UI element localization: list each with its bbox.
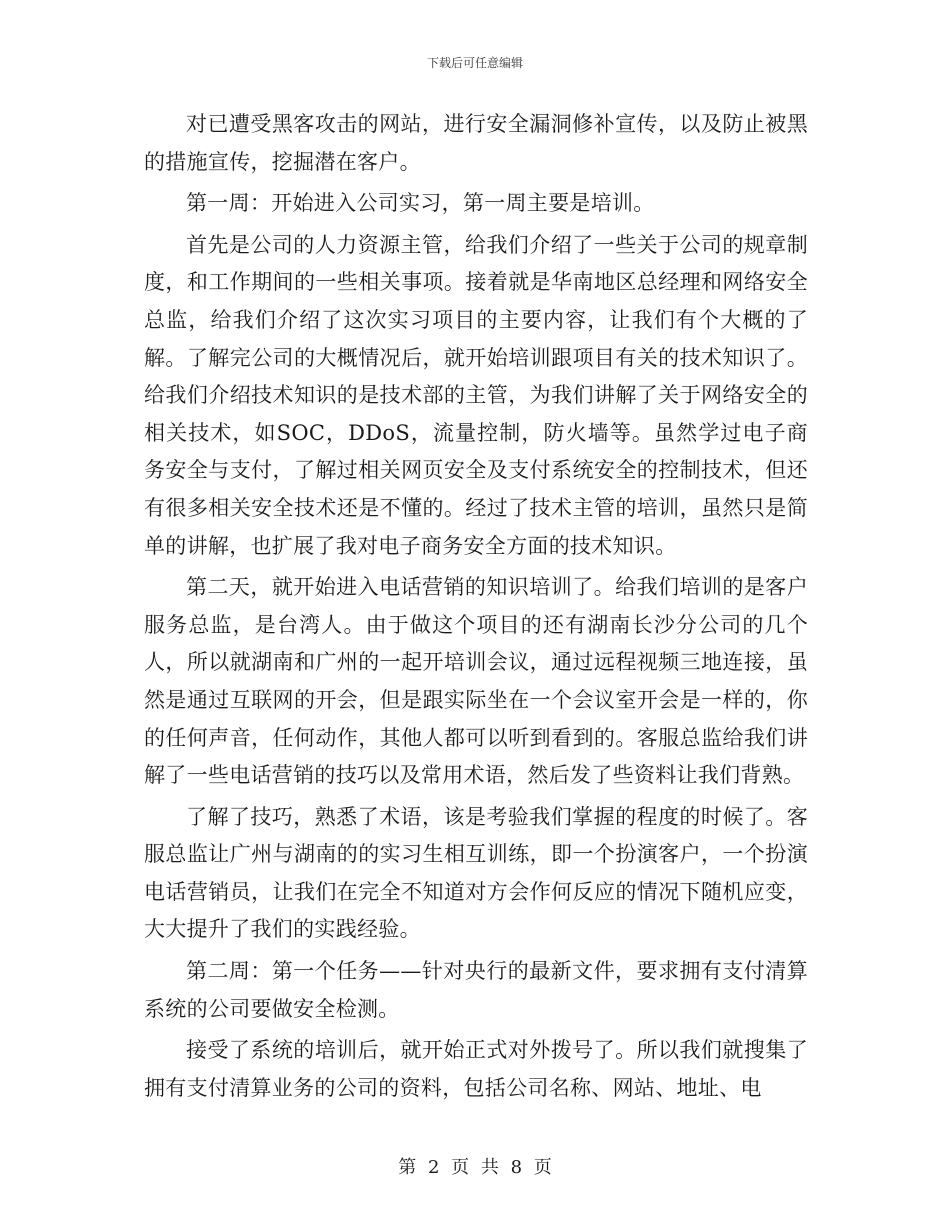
paragraph: 首先是公司的人力资源主管，给我们介绍了一些关于公司的规章制度，和工作期间的一些相关事项。接着就是华南地区总经理和网络安全总监，给我们介绍了这次实习项目的主要内容，让我们有个大概的了解。了解完公司的大概情况后，就开始培训跟项目有关的技术知识了。给我们介绍技术知识的是技术部的主管，为我们讲解了关于网络安全的相关技术，如SOC，DDoS，流量控制，防火墙等。虽然学过电子商务安全与支付，了解过相关网页安全及支付系统安全的控制技术，但还有很多相关安全技术还是不懂的。经过了技术主管的培训，虽然只是简单的讲解，也扩展了我对电子商务安全方面的技术知识。 — [144, 232, 808, 558]
document-body — [144, 106, 808, 1111]
page-number-footer: 第 2 页 共 8 页 — [398, 1157, 552, 1178]
paragraph: 第一周：开始进入公司实习，第一周主要是培训。 — [186, 191, 655, 216]
paragraph: 第二天，就开始进入电话营销的知识培训了。给我们培训的是客户服务总监，是台湾人。由于做这个项目的还有湖南长沙分公司的几个人，所以就湖南和广州的一起开培训会议，通过远程视频三地连接，虽然是通过互联网的开会，但是跟实际坐在一个会议室开会是一样的，你的任何声音，任何动作，其他人都可以听到看到的。客服总监给我们讲解了一些电话营销的技巧以及常用术语，然后发了些资料让我们背熟。 — [144, 575, 808, 788]
paragraph: 接受了系统的培训后，就开始正式对外拨号了。所以我们就搜集了拥有支付清算业务的公司的资料，包括公司名称、网站、地址、电 — [144, 1038, 808, 1100]
page-header: 下载后可任意编辑 — [426, 56, 523, 70]
paragraph: 第二周：第一个任务——针对央行的最新文件，要求拥有支付清算系统的公司要做安全检测。 — [144, 959, 808, 1021]
paragraph: 对已遭受黑客攻击的网站，进行安全漏洞修补宣传，以及防止被黑的措施宣传，挖掘潜在客户。 — [144, 112, 808, 174]
paragraph: 了解了技巧，熟悉了术语，该是考验我们掌握的程度的时候了。客服总监让广州与湖南的的实习生相互训练，即一个扮演客户，一个扮演电话营销员，让我们在完全不知道对方会作何反应的情况下随机应变，大大提升了我们的实践经验。 — [144, 804, 808, 942]
